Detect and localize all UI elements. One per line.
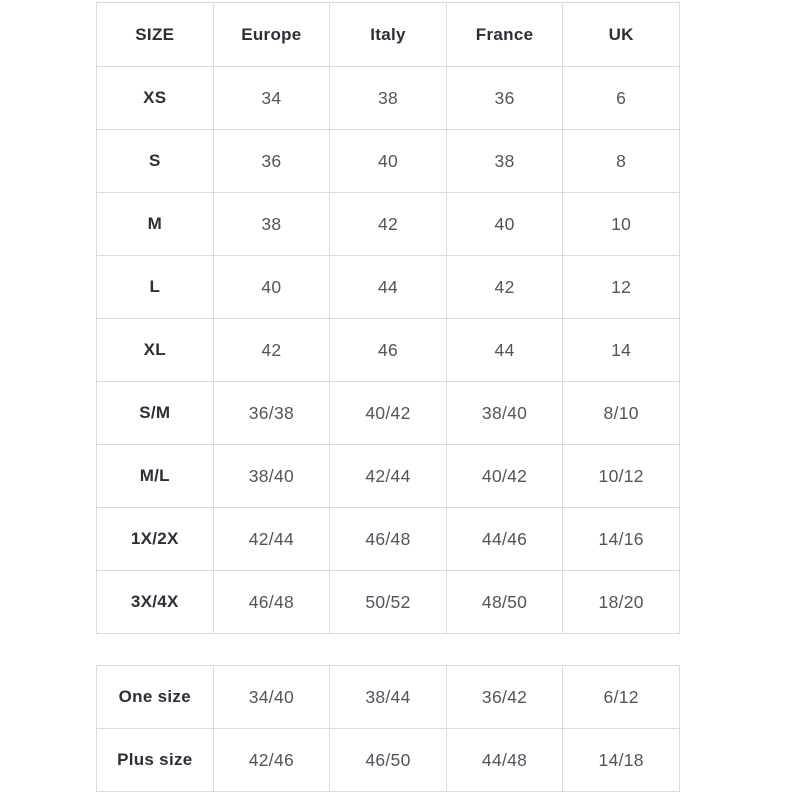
size-value-cell: 38/44 — [330, 666, 447, 729]
size-value-cell: 8/10 — [563, 382, 680, 445]
size-value-cell: 44 — [330, 256, 447, 319]
size-value-cell: 48/50 — [446, 571, 563, 634]
size-value-cell: 46 — [330, 319, 447, 382]
size-value-cell: 14/16 — [563, 508, 680, 571]
size-label-cell: XS — [97, 67, 214, 130]
special-size-table-body — [97, 666, 680, 792]
table-row — [97, 729, 680, 792]
size-value-cell: 44/46 — [446, 508, 563, 571]
size-value-cell: 42/44 — [213, 508, 330, 571]
size-conversion-table-body — [97, 67, 680, 634]
size-value-cell: 44/48 — [446, 729, 563, 792]
size-value-cell: 14 — [563, 319, 680, 382]
size-value-cell: 36 — [446, 67, 563, 130]
table-row — [97, 508, 680, 571]
size-value-cell: 8 — [563, 130, 680, 193]
size-label-cell: 3X/4X — [97, 571, 214, 634]
size-value-cell: 40/42 — [446, 445, 563, 508]
size-value-cell: 34/40 — [213, 666, 330, 729]
size-label-cell: S/M — [97, 382, 214, 445]
size-value-cell: 42 — [446, 256, 563, 319]
table-row — [97, 130, 680, 193]
size-value-cell: 40 — [446, 193, 563, 256]
size-value-cell: 42 — [213, 319, 330, 382]
column-header: Italy — [330, 3, 447, 67]
size-label-cell: M — [97, 193, 214, 256]
size-label-cell: XL — [97, 319, 214, 382]
column-header: UK — [563, 3, 680, 67]
size-value-cell: 36/38 — [213, 382, 330, 445]
size-label-cell: S — [97, 130, 214, 193]
size-label-cell: 1X/2X — [97, 508, 214, 571]
size-value-cell: 38 — [213, 193, 330, 256]
size-value-cell: 36/42 — [446, 666, 563, 729]
size-value-cell: 42/44 — [330, 445, 447, 508]
column-header: France — [446, 3, 563, 67]
size-value-cell: 46/48 — [330, 508, 447, 571]
size-value-cell: 14/18 — [563, 729, 680, 792]
size-value-cell: 18/20 — [563, 571, 680, 634]
size-label-cell: One size — [97, 666, 214, 729]
size-value-cell: 12 — [563, 256, 680, 319]
table-row — [97, 67, 680, 130]
size-value-cell: 34 — [213, 67, 330, 130]
special-size-table — [96, 665, 680, 792]
size-label-cell: L — [97, 256, 214, 319]
table-row — [97, 571, 680, 634]
size-value-cell: 10/12 — [563, 445, 680, 508]
header-row — [97, 3, 680, 67]
column-header: Europe — [213, 3, 330, 67]
size-value-cell: 38/40 — [446, 382, 563, 445]
size-value-cell: 46/50 — [330, 729, 447, 792]
size-value-cell: 6 — [563, 67, 680, 130]
table-row — [97, 666, 680, 729]
table-row — [97, 382, 680, 445]
size-value-cell: 40 — [213, 256, 330, 319]
table-row — [97, 193, 680, 256]
size-value-cell: 50/52 — [330, 571, 447, 634]
size-value-cell: 38 — [446, 130, 563, 193]
size-value-cell: 42 — [330, 193, 447, 256]
size-value-cell: 6/12 — [563, 666, 680, 729]
size-value-cell: 36 — [213, 130, 330, 193]
table-row — [97, 256, 680, 319]
column-header: SIZE — [97, 3, 214, 67]
size-conversion-table-header — [97, 3, 680, 67]
table-row — [97, 319, 680, 382]
size-value-cell: 42/46 — [213, 729, 330, 792]
size-label-cell: M/L — [97, 445, 214, 508]
size-conversion-table — [96, 2, 680, 634]
size-value-cell: 40/42 — [330, 382, 447, 445]
size-value-cell: 40 — [330, 130, 447, 193]
size-value-cell: 38/40 — [213, 445, 330, 508]
size-value-cell: 44 — [446, 319, 563, 382]
size-value-cell: 38 — [330, 67, 447, 130]
table-row — [97, 445, 680, 508]
size-value-cell: 10 — [563, 193, 680, 256]
size-value-cell: 46/48 — [213, 571, 330, 634]
size-label-cell: Plus size — [97, 729, 214, 792]
